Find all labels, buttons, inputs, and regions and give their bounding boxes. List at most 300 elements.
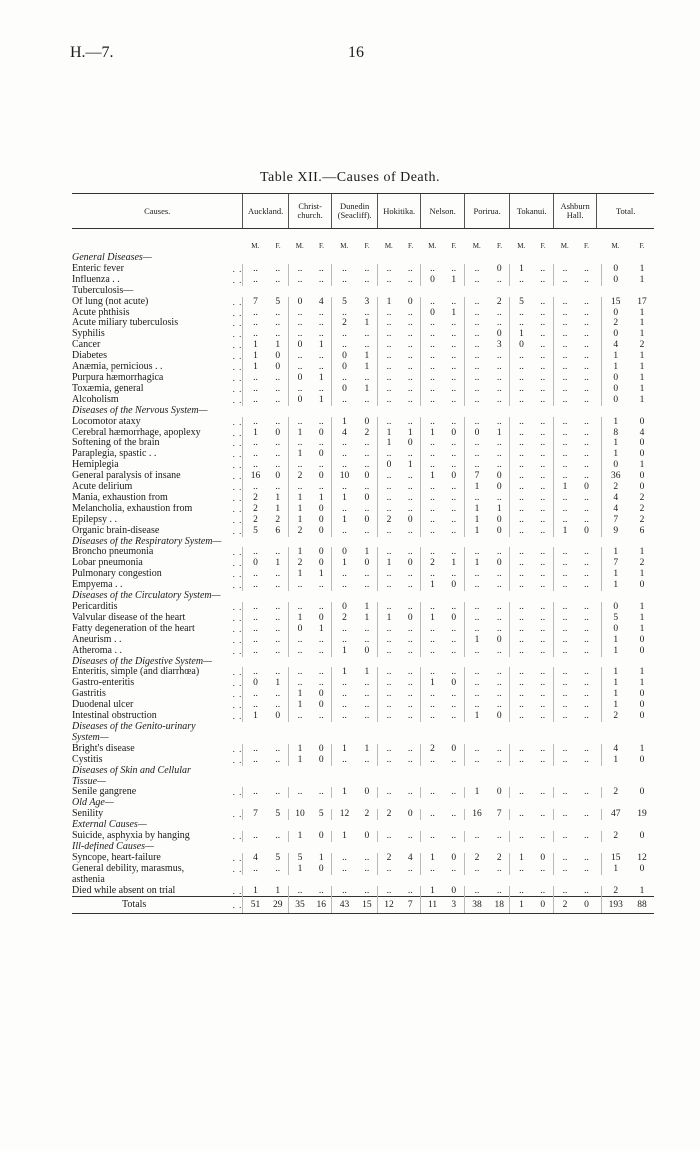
- cell-value: 4: [601, 744, 630, 755]
- cell-value: ..: [510, 482, 533, 493]
- table-row: [72, 438, 654, 449]
- cell-value: 1: [288, 755, 311, 766]
- cell-value: ..: [377, 308, 400, 319]
- cell-value: ..: [407, 885, 413, 896]
- cell-value: ..: [553, 853, 576, 864]
- cell-value: ..: [584, 743, 589, 754]
- cell-value: ..: [275, 787, 281, 798]
- cause-label: Pulmonary congestion: [72, 569, 162, 580]
- cell-value: ..: [553, 515, 576, 526]
- cell-value: 1: [275, 340, 281, 351]
- cell-value: ..: [540, 743, 546, 754]
- total-value: 0: [533, 897, 554, 914]
- cell-value: ..: [496, 863, 502, 874]
- leader-dots: . .: [232, 383, 243, 394]
- cell-value: ..: [510, 493, 533, 504]
- cell-value: ..: [407, 787, 413, 798]
- cell-value: 0: [407, 296, 413, 307]
- cell-value: ..: [553, 569, 576, 580]
- cell-value: 1: [639, 612, 645, 623]
- cell-value: 2: [639, 514, 645, 525]
- cell-value: 0: [601, 329, 630, 340]
- cell-value: ..: [553, 547, 576, 558]
- cell-value: 1: [288, 515, 311, 526]
- cell-value: ..: [421, 417, 444, 428]
- cell-value: ..: [540, 274, 546, 285]
- cell-value: 0: [639, 580, 645, 591]
- cause-label: Paraplegia, spastic . .: [72, 449, 157, 460]
- cell-value: ..: [464, 613, 489, 624]
- cell-value: 0: [288, 373, 311, 384]
- cell-value: 0: [601, 264, 630, 275]
- cell-value: 0: [639, 787, 645, 798]
- leader-dots: . .: [232, 296, 243, 307]
- cell-value: 1: [318, 492, 324, 503]
- cell-value: ..: [540, 329, 546, 340]
- cell-value: ..: [553, 264, 576, 275]
- cell-value: ..: [332, 864, 357, 875]
- cell-value: 2: [332, 613, 357, 624]
- cell-value: ..: [332, 482, 357, 493]
- cell-value: ..: [243, 635, 268, 646]
- category-label: Diseases of the Circulatory System—: [72, 591, 221, 602]
- cell-value: ..: [464, 362, 489, 373]
- table-row: [72, 493, 654, 504]
- cell-value: ..: [332, 373, 357, 384]
- cell-value: ..: [275, 743, 281, 754]
- category-label: Old Age—: [72, 798, 114, 809]
- cell-value: ..: [584, 809, 589, 820]
- table-row: [72, 711, 654, 722]
- cell-value: 1: [639, 602, 645, 612]
- cell-value: 1: [275, 492, 281, 503]
- cell-value: ..: [510, 831, 533, 842]
- cell-value: ..: [451, 394, 457, 405]
- cell-value: ..: [451, 787, 457, 798]
- cell-value: ..: [377, 493, 400, 504]
- cause-label: Lobar pneumonia: [72, 558, 143, 569]
- cell-value: ..: [243, 744, 268, 755]
- cell-value: ..: [364, 525, 370, 536]
- cell-value: ..: [377, 449, 400, 460]
- cell-value: ..: [275, 416, 281, 427]
- cell-value: 1: [451, 274, 457, 285]
- cell-value: 1: [464, 635, 489, 646]
- cell-value: 3: [496, 340, 502, 351]
- cell-value: 1: [553, 482, 576, 493]
- cell-value: ..: [540, 362, 546, 373]
- cell-value: ..: [451, 449, 457, 460]
- male-subheader: M.: [428, 241, 437, 250]
- cell-value: 0: [275, 362, 281, 373]
- leader-dots: . .: [232, 580, 243, 591]
- cell-value: ..: [510, 755, 533, 766]
- cell-value: ..: [553, 395, 576, 406]
- cell-value: ..: [275, 438, 281, 449]
- cell-value: 2: [601, 886, 630, 897]
- cell-value: 0: [601, 624, 630, 635]
- cell-value: ..: [510, 711, 533, 722]
- cause-label: Cancer: [72, 340, 101, 351]
- table-row: [72, 831, 654, 842]
- cell-value: ..: [243, 460, 268, 471]
- cell-value: ..: [510, 864, 533, 875]
- cell-value: ..: [464, 351, 489, 362]
- cause-label: Syncope, heart-failure: [72, 852, 161, 863]
- cell-value: 2: [639, 492, 645, 503]
- cell-value: 7: [496, 809, 502, 820]
- cell-value: ..: [451, 863, 457, 874]
- total-value: 35: [288, 897, 311, 914]
- cell-value: 1: [601, 547, 630, 558]
- cell-value: ..: [553, 460, 576, 471]
- cause-label: Hemiplegia: [72, 460, 119, 471]
- cell-value: ..: [288, 417, 311, 428]
- cell-value: ..: [421, 329, 444, 340]
- cell-value: ..: [540, 307, 546, 318]
- cell-value: ..: [540, 667, 546, 678]
- cell-value: ..: [421, 438, 444, 449]
- cell-value: 1: [275, 678, 281, 689]
- cell-value: 1: [275, 503, 281, 514]
- cell-value: 7: [601, 558, 630, 569]
- cell-value: ..: [275, 623, 281, 634]
- cell-value: 1: [318, 852, 324, 863]
- cell-value: ..: [243, 547, 268, 558]
- cell-value: 0: [496, 263, 502, 274]
- cell-value: ..: [377, 569, 400, 580]
- cell-value: ..: [510, 558, 533, 569]
- cell-value: ..: [553, 646, 576, 657]
- cell-value: ..: [553, 624, 576, 635]
- cell-value: ..: [540, 438, 546, 449]
- total-value: 1: [510, 897, 533, 914]
- cell-value: ..: [275, 329, 281, 340]
- column-header-dunedin: Dunedin (Seacliff).: [332, 194, 378, 229]
- cell-value: ..: [510, 667, 533, 678]
- cell-value: ..: [553, 711, 576, 722]
- totals-label: Totals: [72, 897, 229, 914]
- cell-value: ..: [496, 351, 502, 362]
- cell-value: ..: [584, 787, 589, 798]
- table-title: Table XII.—Causes of Death.: [259, 170, 441, 185]
- cell-value: 5: [275, 296, 281, 307]
- column-header-hokitika: Hokitika.: [377, 194, 420, 229]
- cell-value: 1: [318, 340, 324, 351]
- cell-value: ..: [451, 645, 457, 656]
- cell-value: 2: [364, 427, 370, 438]
- table-row: [72, 558, 654, 569]
- total-value: 38: [464, 897, 489, 914]
- cell-value: ..: [377, 755, 400, 766]
- cell-value: ..: [421, 395, 444, 406]
- cell-value: ..: [243, 689, 268, 700]
- cell-value: ..: [243, 667, 268, 678]
- cell-value: ..: [496, 743, 502, 754]
- cell-value: ..: [421, 700, 444, 711]
- cell-value: ..: [275, 602, 281, 612]
- cell-value: ..: [510, 449, 533, 460]
- cell-value: 1: [318, 394, 324, 405]
- cell-value: ..: [584, 263, 589, 274]
- cell-value: ..: [451, 296, 457, 307]
- cell-value: 1: [288, 700, 311, 711]
- cell-value: ..: [464, 384, 489, 395]
- cell-value: ..: [243, 264, 268, 275]
- cell-value: ..: [377, 580, 400, 591]
- cell-value: ..: [407, 743, 413, 754]
- cell-value: 1: [639, 394, 645, 405]
- cell-value: ..: [540, 711, 546, 722]
- cell-value: 1: [364, 743, 370, 754]
- cell-value: ..: [318, 460, 324, 471]
- cell-value: ..: [584, 460, 589, 471]
- cell-value: ..: [407, 863, 413, 874]
- cell-value: ..: [553, 613, 576, 624]
- cell-value: ..: [377, 373, 400, 384]
- cause-label: Organic brain-disease: [72, 525, 160, 536]
- cell-value: ..: [540, 787, 546, 798]
- cell-value: ..: [540, 569, 546, 580]
- cell-value: ..: [540, 645, 546, 656]
- cell-value: ..: [540, 351, 546, 362]
- cell-value: 0: [288, 340, 311, 351]
- cell-value: ..: [540, 547, 546, 558]
- cell-value: ..: [421, 526, 444, 537]
- cell-value: ..: [553, 449, 576, 460]
- cell-value: ..: [275, 689, 281, 700]
- cell-value: ..: [318, 416, 324, 427]
- cell-value: 1: [639, 885, 645, 896]
- leader-dots: . .: [232, 263, 243, 274]
- cause-label: Atheroma . .: [72, 645, 122, 656]
- cell-value: 0: [601, 384, 630, 395]
- cell-value: ..: [553, 580, 576, 591]
- cell-value: ..: [540, 689, 546, 700]
- cell-value: ..: [553, 667, 576, 678]
- male-subheader: M.: [560, 241, 569, 250]
- cell-value: ..: [243, 275, 268, 286]
- cell-value: ..: [377, 526, 400, 537]
- cell-value: ..: [318, 351, 324, 362]
- cell-value: ..: [377, 504, 400, 515]
- cell-value: ..: [451, 667, 457, 678]
- cell-value: ..: [496, 318, 502, 329]
- table-row: [72, 373, 654, 384]
- leader-dots: . .: [232, 667, 243, 678]
- leader-dots: . .: [232, 307, 243, 318]
- cell-value: 0: [639, 711, 645, 722]
- category-label: Ill-defined Causes—: [72, 841, 154, 852]
- table-row: [72, 417, 654, 428]
- cell-value: 1: [332, 667, 357, 678]
- cell-value: ..: [451, 482, 457, 493]
- cell-value: 0: [288, 297, 311, 308]
- cell-value: ..: [407, 689, 413, 700]
- cell-value: 0: [639, 416, 645, 427]
- cell-value: 1: [377, 558, 400, 569]
- cell-value: ..: [540, 318, 546, 329]
- male-subheader: M.: [251, 241, 260, 250]
- cell-value: ..: [464, 864, 489, 875]
- cell-value: ..: [451, 634, 457, 645]
- cell-value: 0: [540, 852, 546, 863]
- cell-value: 0: [318, 612, 324, 623]
- cell-value: ..: [584, 416, 589, 427]
- column-header-row: [72, 194, 654, 229]
- category-label: System—: [72, 732, 109, 743]
- cell-value: ..: [288, 787, 311, 798]
- cell-value: 0: [451, 678, 457, 689]
- cell-value: 1: [421, 613, 444, 624]
- cell-value: ..: [584, 863, 589, 874]
- column-header-christchurch: Christ-church.: [288, 194, 331, 229]
- cell-value: ..: [451, 602, 457, 612]
- cell-value: ..: [553, 362, 576, 373]
- cause-label: Diabetes: [72, 351, 107, 362]
- cell-value: ..: [584, 852, 589, 863]
- cell-value: 0: [332, 547, 357, 558]
- leader-dots: . .: [232, 831, 243, 842]
- cell-value: 0: [601, 460, 630, 471]
- leader-dots: . .: [232, 700, 243, 711]
- cell-value: ..: [540, 460, 546, 471]
- cell-value: ..: [377, 417, 400, 428]
- cell-value: ..: [377, 744, 400, 755]
- totals-row: [72, 897, 654, 914]
- cell-value: ..: [464, 297, 489, 308]
- cell-value: 1: [377, 428, 400, 439]
- cell-value: ..: [275, 634, 281, 645]
- category-label: General Diseases—: [72, 253, 152, 263]
- category-label: External Causes—: [72, 820, 147, 831]
- cell-value: 0: [288, 395, 311, 406]
- leader-dots: . .: [232, 274, 243, 285]
- cell-value: ..: [364, 852, 370, 863]
- cell-value: ..: [584, 449, 589, 460]
- cell-value: ..: [243, 580, 268, 591]
- cell-value: ..: [553, 417, 576, 428]
- cell-value: ..: [421, 264, 444, 275]
- cell-value: ..: [421, 689, 444, 700]
- cell-value: ..: [584, 394, 589, 405]
- cell-value: ..: [510, 515, 533, 526]
- cause-label: Syphilis: [72, 329, 105, 340]
- cell-value: ..: [451, 362, 457, 373]
- cause-label: General paralysis of insane: [72, 471, 181, 482]
- leader-dots: . .: [232, 329, 243, 340]
- cell-value: ..: [464, 744, 489, 755]
- leader-dots: . .: [232, 623, 243, 634]
- cell-value: ..: [243, 569, 268, 580]
- cell-value: ..: [553, 318, 576, 329]
- cause-label: Intestinal obstruction: [72, 711, 157, 722]
- leader-dots: . .: [232, 492, 243, 503]
- cell-value: ..: [275, 274, 281, 285]
- cell-value: 1: [496, 503, 502, 514]
- table-row: [72, 700, 654, 711]
- leader-dots: . .: [232, 689, 243, 700]
- cell-value: 1: [318, 372, 324, 383]
- cell-value: ..: [510, 886, 533, 897]
- cell-value: 4: [332, 428, 357, 439]
- cell-value: ..: [510, 646, 533, 657]
- cell-value: ..: [540, 482, 546, 493]
- cell-value: ..: [540, 634, 546, 645]
- cell-value: ..: [464, 700, 489, 711]
- cell-value: ..: [318, 787, 324, 798]
- cell-value: ..: [332, 580, 357, 591]
- category-label: Diseases of the Digestive System—: [72, 656, 212, 667]
- cell-value: ..: [407, 569, 413, 580]
- cause-label: Softening of the brain: [72, 438, 160, 449]
- cell-value: ..: [421, 755, 444, 766]
- cell-value: 0: [451, 612, 457, 623]
- column-header-porirua: Porirua.: [464, 194, 510, 229]
- cell-value: ..: [464, 667, 489, 678]
- cell-value: 1: [332, 831, 357, 842]
- cell-value: ..: [584, 569, 589, 580]
- total-value: 7: [400, 897, 421, 914]
- cell-value: ..: [288, 362, 311, 373]
- cell-value: 1: [601, 569, 630, 580]
- cell-value: ..: [421, 602, 444, 613]
- cause-label: asthenia: [72, 874, 105, 885]
- cell-value: ..: [510, 460, 533, 471]
- cell-value: ..: [421, 569, 444, 580]
- cell-value: ..: [451, 503, 457, 514]
- cell-value: 0: [332, 384, 357, 395]
- cell-value: 0: [639, 689, 645, 700]
- cell-value: ..: [377, 482, 400, 493]
- cell-value: ..: [421, 711, 444, 722]
- cell-value: ..: [496, 678, 502, 689]
- cell-value: ..: [496, 362, 502, 373]
- cell-value: ..: [421, 787, 444, 798]
- cell-value: 4: [639, 427, 645, 438]
- cell-value: ..: [243, 449, 268, 460]
- leader-dots: . .: [232, 318, 243, 329]
- cell-value: 1: [601, 580, 630, 591]
- cell-value: ..: [540, 809, 546, 820]
- cell-value: ..: [540, 503, 546, 514]
- cell-value: ..: [540, 558, 546, 569]
- cell-value: 2: [421, 744, 444, 755]
- cell-value: 0: [451, 852, 457, 863]
- cell-value: ..: [243, 384, 268, 395]
- cell-value: ..: [275, 700, 281, 711]
- table-row: [72, 886, 654, 897]
- table-row: [72, 384, 654, 395]
- table-row: [72, 329, 654, 340]
- cell-value: 0: [318, 689, 324, 700]
- cell-value: 0: [639, 754, 645, 765]
- cell-value: ..: [364, 503, 370, 514]
- female-subheader: F.: [275, 241, 281, 250]
- cell-value: ..: [584, 318, 589, 329]
- cell-value: 2: [421, 558, 444, 569]
- cell-value: ..: [584, 678, 589, 689]
- cell-value: ..: [288, 460, 311, 471]
- cell-value: ..: [421, 318, 444, 329]
- cell-value: ..: [332, 438, 357, 449]
- cell-value: 0: [639, 438, 645, 449]
- table-row: [72, 395, 654, 406]
- document-reference: H.—7.: [70, 44, 114, 61]
- cell-value: 0: [496, 329, 502, 340]
- cause-label: Pericarditis: [72, 602, 118, 612]
- cell-value: ..: [451, 514, 457, 525]
